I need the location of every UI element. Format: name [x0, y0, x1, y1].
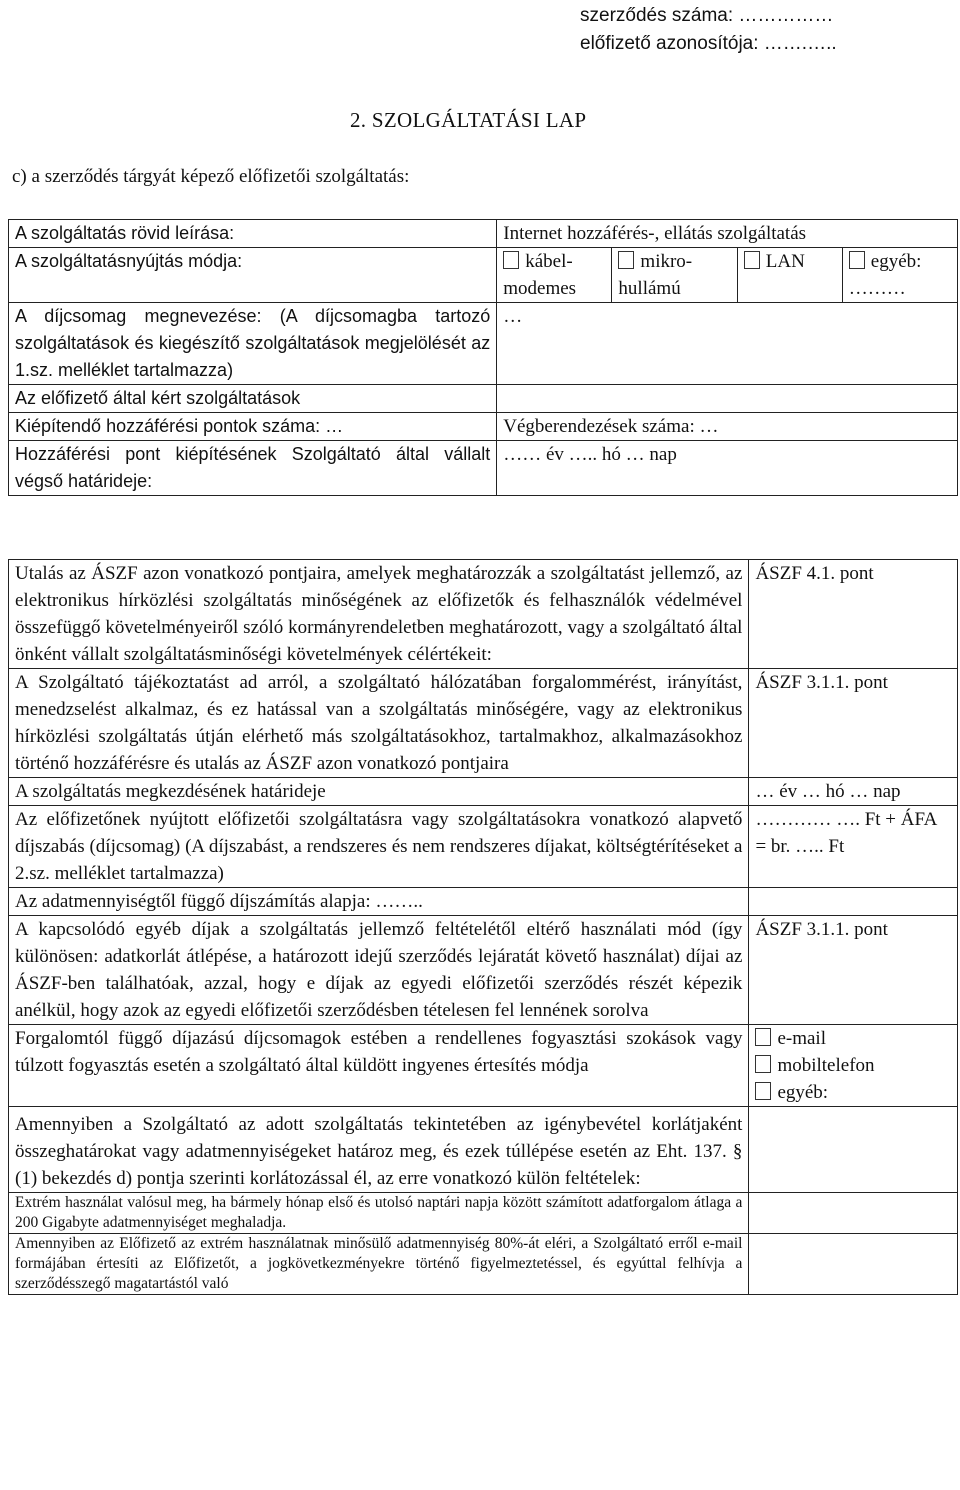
notify-option-mobile[interactable]: mobiltelefon: [755, 1052, 951, 1079]
limit-conditions-value: [749, 1107, 958, 1193]
table-row: [9, 560, 958, 669]
table-row: [9, 1193, 958, 1234]
short-desc-label: A szolgáltatás rövid leírása:: [9, 220, 497, 248]
table-row: [9, 1107, 958, 1193]
table-row: [9, 669, 958, 778]
other-fees-reference: ÁSZF 3.1.1. pont: [749, 916, 958, 1025]
requested-services-label: Az előfizető által kért szolgáltatások: [9, 385, 497, 413]
mode-option-microwave[interactable]: mikro-hullámú: [612, 248, 737, 303]
notification-options: [749, 1025, 958, 1107]
checkbox-icon[interactable]: [849, 251, 865, 269]
header-fields: [580, 2, 837, 58]
checkbox-icon[interactable]: [503, 251, 519, 269]
checkbox-icon[interactable]: [755, 1082, 771, 1100]
qos-reference: ÁSZF 4.1. pont: [749, 560, 958, 669]
notification-method-text: Forgalomtól függő díjazású díjcsomagok estében a rendellenes fogyasztási szokások vagy túlzott fogyasztás esetén a szolgáltató által küldött ingyenes értesítés módja: [9, 1025, 749, 1107]
start-deadline-value[interactable]: … év … hó … nap: [749, 778, 958, 806]
service-table: [8, 219, 958, 496]
table-row: [9, 220, 958, 248]
start-deadline-label: A szolgáltatás megkezdésének határideje: [9, 778, 749, 806]
table-row: [9, 806, 958, 888]
other-fees-text: A kapcsolódó egyéb díjak a szolgáltatás jellemző feltételétől eltérő használati mód (így különösen: adatkorlát átlépése, a határozott idejű szerződés lejáratát követő használat) díjai az ÁSZF-ben találhatóak, azzal, hogy e díjak az egyedi előfizetői szerződés részét képezik anélkül, hogy azok az egyedi előfizetői szerződésben tételesen fel lennének sorolva: [9, 916, 749, 1025]
deadline-value[interactable]: …… év ….. hó … nap: [497, 441, 958, 496]
mode-label: A szolgáltatásnyújtás módja:: [9, 248, 497, 303]
extreme-usage-text: Extrém használat valósul meg, ha bármely hónap első és utolsó naptári napja között számított adatforgalom átlaga a 200 Gigabyte adatmennyiséget meghaladja.: [9, 1193, 749, 1234]
mode-option-lan[interactable]: LAN: [737, 248, 842, 303]
checkbox-icon[interactable]: [618, 251, 634, 269]
table-row: [9, 303, 958, 385]
table-row: [9, 385, 958, 413]
package-value[interactable]: …: [497, 303, 958, 385]
base-tariff-text: Az előfizetőnek nyújtott előfizetői szolgáltatásra vagy szolgáltatásokra vonatkozó alapvető díjszabás (díjcsomag) (A díjszabást, a rendszeres és nem rendszeres díjakat, költségtérítéseket a 2.sz. melléklet tartalmazza): [9, 806, 749, 888]
subscriber-id: előfizető azonosítója: …….…..: [580, 33, 837, 54]
table-row: [9, 441, 958, 496]
access-points-label: Kiépítendő hozzáférési pontok száma: …: [9, 413, 497, 441]
mode-option-cable[interactable]: kábel-modemes: [497, 248, 612, 303]
data-based-billing-text: Az adatmennyiségtől függő díjszámítás alapja: ……..: [9, 888, 749, 916]
extreme-usage-notice-text: Amennyiben az Előfizető az extrém használatnak minősülő adatmennyiség 80%-át eléri, a Szolgáltató erről e-mail formájában értesíti az Előfizetőt, a jogkövetkezményekre történő figyelmeztetéssel, és egyúttal felhívja a szerződésszegő magatartástól való: [9, 1234, 749, 1295]
data-based-billing-value[interactable]: [749, 888, 958, 916]
table-row: [9, 1234, 958, 1295]
terms-table: [8, 559, 958, 1295]
package-label: A díjcsomag megnevezése: (A díjcsomagba tartozó szolgáltatások és kiegészítő szolgáltatások megjelölését az 1.sz. melléklet tartalmazza): [9, 303, 497, 385]
table-row: [9, 248, 958, 303]
page-title: 2. SZOLGÁLTATÁSI LAP: [350, 108, 587, 132]
traffic-management-text: A Szolgáltató tájékoztatást ad arról, a szolgáltató hálózatában forgalommérést, irányítást, menedzselést alkalmaz, és ez hatással van a szolgáltatás minőségére, vagy az elektronikus hírközlési szolgáltatás útján elérhető más szolgáltatásokhoz, tartalmakhoz, alkalmazásokhoz történő hozzáférésre és utalás az ÁSZF azon vonatkozó pontjaira: [9, 669, 749, 778]
section-subtitle: c) a szerződés tárgyát képező előfizetői szolgáltatás:: [12, 166, 410, 187]
table-row: [9, 778, 958, 806]
base-tariff-value[interactable]: ………… …. Ft + ÁFA = br. ….. Ft: [749, 806, 958, 888]
table-row: [9, 916, 958, 1025]
devices-label: Végberendezések száma: …: [497, 413, 958, 441]
traffic-management-reference: ÁSZF 3.1.1. pont: [749, 669, 958, 778]
qos-reference-text: Utalás az ÁSZF azon vonatkozó pontjaira, amelyek meghatározzák a szolgáltatást jellemző, az elektronikus hírközlési szolgáltatás minőségének az előfizetők és felhasználók védelmével összefüggő követelményeiről szóló kormányrendeletben meghatározott, vagy a szolgáltató által önként vállalt szolgáltatásminőségi követelmények célértékeit:: [9, 560, 749, 669]
checkbox-icon[interactable]: [755, 1055, 771, 1073]
limit-conditions-text: Amennyiben a Szolgáltató az adott szolgáltatás tekintetében az igénybevétel korlátjaként összeghatárokat vagy adatmennyiségeket határoz meg, és ezek túllépése esetén az Eht. 137. § (1) bekezdés d) pontja szerinti korlátozással él, az erre vonatkozó külön feltételek:: [9, 1107, 749, 1193]
notify-option-other[interactable]: egyéb:: [755, 1079, 951, 1106]
checkbox-icon[interactable]: [744, 251, 760, 269]
mode-option-other[interactable]: egyéb: ………: [842, 248, 957, 303]
deadline-label: Hozzáférési pont kiépítésének Szolgáltató által vállalt végső határideje:: [9, 441, 497, 496]
checkbox-icon[interactable]: [755, 1028, 771, 1046]
short-desc-value: Internet hozzáférés-, ellátás szolgáltatás: [497, 220, 958, 248]
notify-option-email[interactable]: e-mail: [755, 1025, 951, 1052]
table-row: [9, 888, 958, 916]
table-row: [9, 413, 958, 441]
table-row: [9, 1025, 958, 1107]
requested-services-value[interactable]: [497, 385, 958, 413]
contract-number: szerződés száma: ……………: [580, 5, 834, 26]
